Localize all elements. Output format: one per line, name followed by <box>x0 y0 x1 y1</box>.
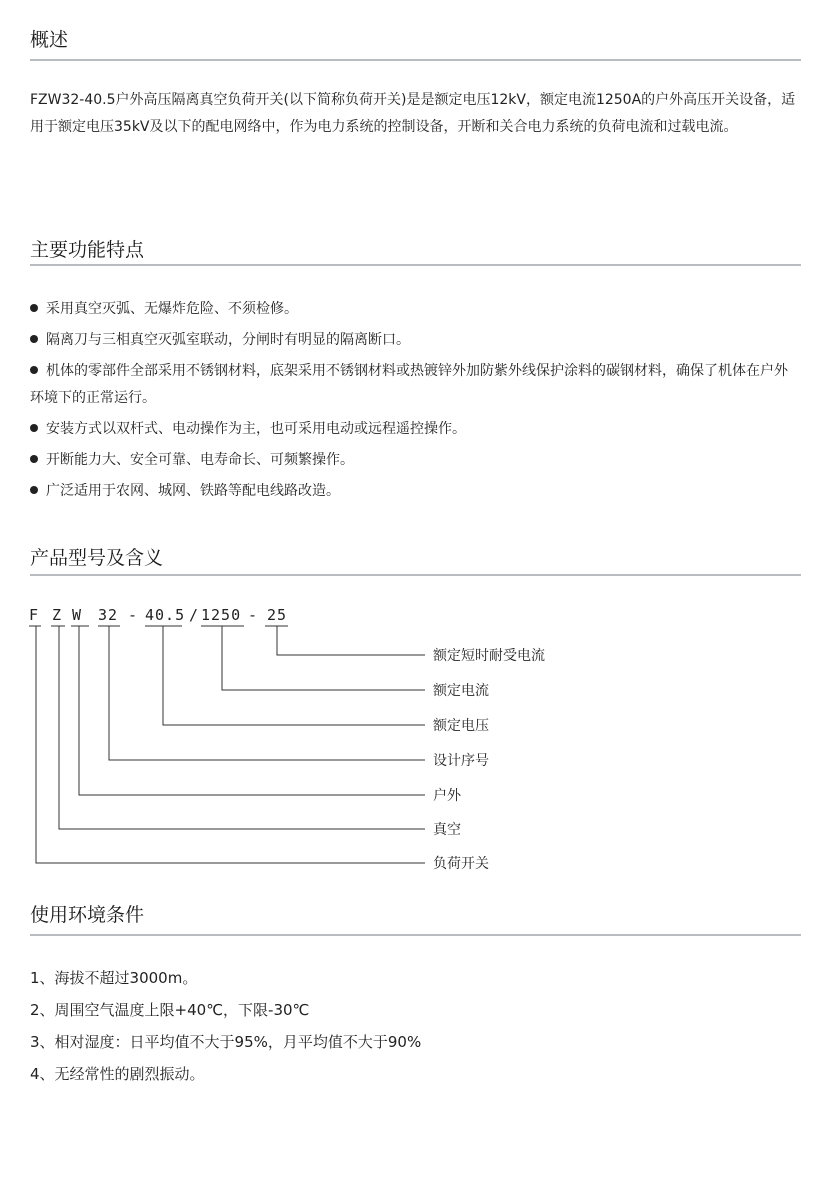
list-item: 隔离刀与三相真空灭弧室联动，分闸时有明显的隔离断口。 <box>30 327 800 354</box>
section-divider <box>30 264 801 266</box>
code-part-current: 1250 <box>201 606 242 624</box>
code-part-withstand: 25 <box>267 606 288 624</box>
model-code-diagram <box>0 595 827 885</box>
bullet-dot-icon <box>30 366 38 374</box>
list-item: 2、周围空气温度上限+40℃，下限-30℃ <box>30 1001 310 1019</box>
code-part-f: F <box>29 606 40 624</box>
overview-text: FZW32-40.5户外高压隔离真空负荷开关(以下简称负荷开关)是是额定电压12kV，额定电流1250A的户外高压开关设备，适用于额定电压35kV及以下的配电网络中，作为电力系统的控制设备，开断和关合电力系统的负荷电流和过载电流。 <box>30 92 796 135</box>
list-item: 机体的零部件全部采用不锈钢材料，底架采用不锈钢材料或热镀锌外加防紫外线保护涂料的碳钢材料，确保了机体在户外环境下的正常运行。 <box>30 363 788 406</box>
section-divider <box>30 574 801 576</box>
environment-list <box>30 962 800 1090</box>
list-item: 广泛适用于农网、城网、铁路等配电线路改造。 <box>30 478 800 505</box>
label-rated-short-time-current: 额定短时耐受电流 <box>433 648 545 664</box>
code-dash-2: - <box>248 606 259 624</box>
code-part-w: W <box>72 606 83 624</box>
features-title: 主要功能特点 <box>30 239 145 261</box>
features-list <box>30 296 800 509</box>
label-design-number: 设计序号 <box>433 753 489 769</box>
list-item: 4、无经常性的剧烈振动。 <box>30 1065 205 1083</box>
code-dash-1: - <box>128 606 139 624</box>
overview-title: 概述 <box>30 29 69 51</box>
list-item: 安装方式以双杆式、电动操作为主，也可采用电动或远程遥控操作。 <box>30 416 800 443</box>
bullet-dot-icon <box>30 424 38 432</box>
label-rated-voltage: 额定电压 <box>433 718 489 734</box>
label-vacuum: 真空 <box>433 822 461 838</box>
section-divider <box>30 934 801 936</box>
code-part-series: 32 <box>98 606 119 624</box>
list-item: 开断能力大、安全可靠、电寿命长、可频繁操作。 <box>30 447 800 474</box>
bullet-dot-icon <box>30 304 38 312</box>
label-outdoor: 户外 <box>433 788 461 804</box>
bullet-dot-icon <box>30 335 38 343</box>
label-load-switch: 负荷开关 <box>433 856 489 872</box>
bullet-dot-icon <box>30 486 38 494</box>
list-item: 1、海拔不超过3000m。 <box>30 969 198 987</box>
code-part-voltage: 40.5 <box>145 606 186 624</box>
list-item: 采用真空灭弧、无爆炸危险、不须检修。 <box>30 296 800 323</box>
label-rated-current: 额定电流 <box>433 683 489 699</box>
code-slash: / <box>189 606 200 624</box>
list-item: 3、相对湿度：日平均值不大于95%，月平均值不大于90% <box>30 1033 422 1051</box>
code-part-z: Z <box>52 606 63 624</box>
section-divider <box>30 59 801 61</box>
environment-title: 使用环境条件 <box>30 904 145 926</box>
model-title: 产品型号及含义 <box>30 547 164 569</box>
bullet-dot-icon <box>30 455 38 463</box>
leader-lines <box>36 626 425 863</box>
